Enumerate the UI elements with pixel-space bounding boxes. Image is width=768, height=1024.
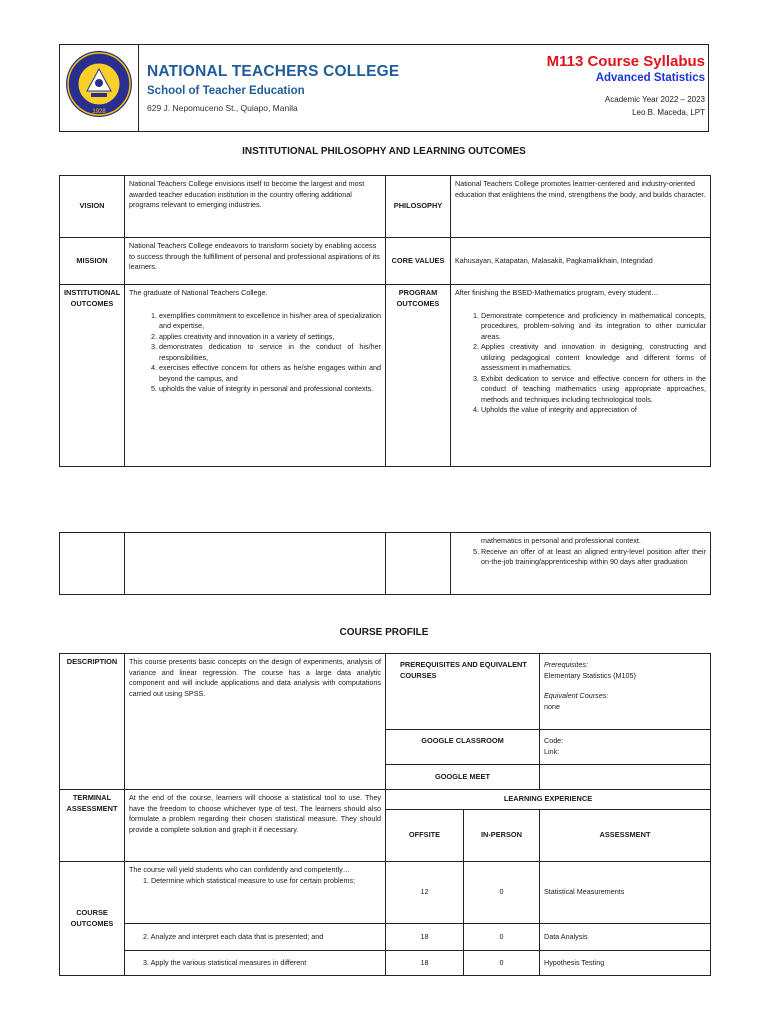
prerequisites-label: PREREQUISITES AND EQUIVALENT COURSES [386, 654, 540, 730]
io-item: 4. exercises effective concern for others as he/she engages within and beyond the campus, and [159, 363, 381, 384]
core-values-label: CORE VALUES [386, 238, 451, 285]
equiv-value: none [544, 701, 560, 711]
vision-text: National Teachers College envisions itself to become the largest and most awarded teacher education institution in the country offering additional programs relevant to emerging industries. [125, 176, 386, 238]
course-name: Advanced Statistics [595, 72, 705, 84]
course-syllabus-title: M113 Course Syllabus [546, 53, 705, 70]
college-name: NATIONAL TEACHERS COLLEGE [147, 63, 400, 80]
program-outcomes-label: PROGRAM OUTCOMES [386, 285, 451, 467]
io-list [129, 311, 381, 395]
offsite-value: 18 [386, 924, 464, 951]
header-divider [138, 44, 139, 132]
co-item-2: 2. Analyze and interpret each data that is presented; and [125, 924, 386, 951]
io-item: 2. applies creativity and innovation in a variety of settings, [159, 332, 381, 343]
co-item-3: 3. Apply the various statistical measures in different [125, 951, 386, 976]
program-outcomes-cell [451, 285, 711, 467]
institutional-outcomes-cell [125, 285, 386, 467]
co-item-1: 1. Determine which statistical measure to use for certain problems; [143, 875, 356, 885]
io-intro: The graduate of National Teachers College. [129, 288, 268, 297]
google-meet-cell [540, 765, 711, 790]
po-item: 4. Upholds the value of integrity and appreciation of [481, 405, 706, 416]
section-title-philosophy: INSTITUTIONAL PHILOSOPHY AND LEARNING OUTCOMES [242, 146, 526, 157]
classroom-code-label: Code: [544, 736, 564, 745]
college-address: 629 J. Nepomuceno St., Quiapo, Manila [147, 103, 298, 113]
course-profile-table [59, 653, 711, 976]
prereq-heading: Prerequisites: [544, 660, 588, 669]
classroom-link-label: Link: [544, 746, 560, 756]
co-intro: The course will yield students who can confidently and competently… [129, 865, 350, 874]
institutional-outcomes-label: INSTITUTIONAL OUTCOMES [60, 285, 125, 467]
learning-experience-label: LEARNING EXPERIENCE [386, 790, 711, 810]
google-meet-label: GOOGLE MEET [386, 765, 540, 790]
assessment-label: ASSESSMENT [540, 810, 711, 862]
section-title-course-profile: COURSE PROFILE [339, 627, 429, 638]
google-classroom-cell [540, 730, 711, 765]
description-text: This course presents basic concepts on the design of experiments, analysis of variance and linear regression. The course has a large data analytic component and will include applications and data analysis with computations carried out using SPSS. [125, 654, 386, 790]
terminal-assessment-label: TERMINAL ASSESSMENT [60, 790, 125, 862]
prereq-value: Elementary Statistics (M105) [544, 670, 636, 680]
in-person-value: 0 [464, 862, 540, 924]
philosophy-table-continued [59, 532, 711, 595]
prerequisites-cell [540, 654, 711, 730]
mission-label: MISSION [60, 238, 125, 285]
po-intro: After finishing the BSED-Mathematics program, every student… [455, 288, 659, 297]
po-item: 3. Exhibit dedication to service and effective concern for others in the conduct of teaching mathematics using appropriate approaches, methods and techniques including technological tools. [481, 374, 706, 406]
seal-year: 1928 [92, 109, 106, 115]
equiv-heading: Equivalent Courses: [544, 691, 609, 700]
program-outcomes-continued [451, 533, 711, 595]
offsite-label: OFFSITE [386, 810, 464, 862]
empty-cell [125, 533, 386, 595]
in-person-value: 0 [464, 924, 540, 951]
io-item: 3. demonstrates dedication to service in the conduct of his/her responsibilities, [159, 342, 381, 363]
po-item: 5. Receive an offer of at least an aligned entry-level position after their on-the-job training/apprenticeship within 90 days after graduation [481, 547, 706, 568]
offsite-value: 12 [386, 862, 464, 924]
school-name: School of Teacher Education [147, 85, 305, 97]
terminal-assessment-text: At the end of the course, learners will choose a statistical tool to use. They have the freedom to choose whichever type of test. The learners should also formulate a problem regarding their chosen statistical measure. They should provide a complete solution and graph it if necessary. [125, 790, 386, 862]
academic-year: Academic Year 2022 – 2023 [604, 95, 705, 104]
core-values-text: Kahusayan, Katapatan, Malasakit, Pagkamalikhain, Integridad [451, 238, 711, 285]
description-label: DESCRIPTION [60, 654, 125, 790]
po-list [455, 311, 706, 416]
io-item: 1. exemplifies commitment to excellence in his/her area of specialization and expertise, [159, 311, 381, 332]
philosophy-text: National Teachers College promotes learner-centered and industry-oriented education that enlightens the mind, strengthens the body, and builds character. [451, 176, 711, 238]
assessment-value: Hypothesis Testing [540, 951, 711, 976]
po-continued-text: mathematics in personal and professional context. [481, 536, 641, 545]
offsite-value: 18 [386, 951, 464, 976]
in-person-value: 0 [464, 951, 540, 976]
vision-label: VISION [60, 176, 125, 238]
philosophy-label: PHILOSOPHY [386, 176, 451, 238]
po-list-continued [455, 547, 706, 568]
empty-cell [60, 533, 125, 595]
google-classroom-label: GOOGLE CLASSROOM [386, 730, 540, 765]
mission-text: National Teachers College endeavors to transform society by enabling access to success through the fulfillment of personal and professional aspirations of its learners. [125, 238, 386, 285]
assessment-value: Data Analysis [540, 924, 711, 951]
po-item: 2. Applies creativity and innovation in designing, constructing and utilizing pedagogical content knowledge and different forms of assessment in mathematics. [481, 342, 706, 374]
assessment-value: Statistical Measurements [540, 862, 711, 924]
in-person-label: IN-PERSON [464, 810, 540, 862]
course-outcomes-label: COURSE OUTCOMES [60, 862, 125, 976]
empty-cell [386, 533, 451, 595]
po-item: 1. Demonstrate competence and proficiency in mathematical concepts, procedures, problem-solving and its integration to other curricular areas. [481, 311, 706, 343]
io-item: 5. upholds the value of integrity in personal and professional contexts. [159, 384, 381, 395]
course-outcome-row-1 [125, 862, 386, 924]
college-seal [64, 49, 134, 119]
instructor-name: Leo B. Maceda, LPT [632, 108, 705, 117]
philosophy-table [59, 175, 711, 467]
